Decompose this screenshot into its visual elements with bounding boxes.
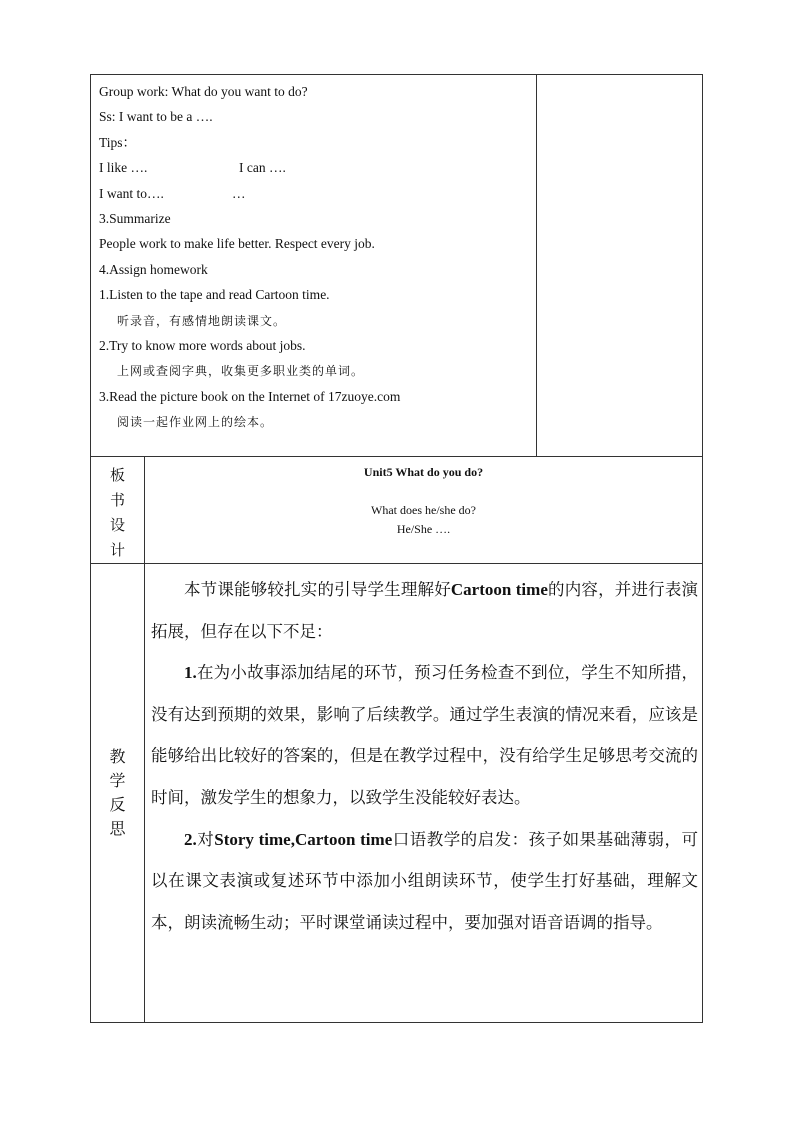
board-label-char: 计 [109, 541, 125, 559]
students-line: Ss: I want to be a …. [99, 109, 213, 125]
reflection-text-span: 对 [196, 829, 215, 849]
board-label-char: 设 [109, 516, 125, 534]
board-title: Unit5 What do you do? [363, 465, 484, 479]
reflection-bold: 1. [184, 663, 197, 683]
summarize-text: People work to make life better. Respect every job. [99, 236, 375, 252]
reflection-paragraph-2 [151, 652, 698, 818]
homework-2: 2.Try to know more words about jobs. [99, 337, 306, 353]
tip-i-can: I can …. [239, 160, 286, 176]
reflection-label [91, 745, 144, 841]
homework-2-chinese: 上网或查阅字典，收集更多职业类的单词。 [117, 364, 365, 379]
lesson-table [90, 74, 703, 1023]
reflection-paragraph-1 [151, 569, 698, 652]
reflection-bold: Cartoon time [450, 580, 548, 599]
reflection-text-span: 口语教学的启发：孩子如果基础薄弱，可以在课文表演或复述环节中添加小组朗读环节，使学生打好基础，理解文本，朗读流畅生动；平时课堂诵读过程中，要加强对语音语调的指导。 [151, 829, 699, 932]
reflection-text [151, 569, 698, 943]
board-label-char: 板 [109, 466, 125, 484]
homework-3: 3.Read the picture book on the Internet of 17zuoye.com [99, 388, 401, 404]
reflection-label-char: 教 [109, 747, 126, 766]
row-divider-2 [91, 563, 702, 564]
homework-1: 1.Listen to the tape and read Cartoon time. [99, 287, 330, 303]
row-divider-1 [91, 456, 702, 457]
summarize-heading: 3.Summarize [99, 210, 171, 226]
reflection-label-char: 学 [109, 771, 126, 790]
tips-heading: Tips： [99, 134, 137, 150]
tip-i-want: I want to…. [99, 185, 164, 201]
reflection-text-span: 本节课能够较扎实的引导学生理解好 [184, 580, 451, 599]
homework-1-chinese: 听录音，有感情地朗读课文。 [117, 313, 287, 328]
label-column-divider [144, 456, 145, 1022]
tip-ellipsis: … [232, 185, 246, 201]
board-answer: He/She …. [396, 522, 451, 536]
reflection-label-char: 思 [109, 819, 126, 838]
tip-i-like: I like …. [99, 160, 151, 176]
reflection-text-span: 在为小故事添加结尾的环节，预习任务检查不到位，学生不知所措，没有达到预期的效果，影响了后续教学。通过学生表演的情况来看，应该是能够给出比较好的答案的，但是在教学过程中，没有给学生足够思考交流的时间，激发学生的想象力，以致学生没能较好表达。 [151, 663, 698, 807]
assign-heading: 4.Assign homework [99, 261, 208, 277]
reflection-label-char: 反 [109, 795, 126, 814]
reflection-bold: 2. [184, 829, 197, 849]
activity-cell [99, 84, 539, 439]
reflection-bold: Story time,Cartoon time [214, 829, 393, 849]
board-label-char: 书 [109, 491, 125, 509]
board-design-content [145, 460, 702, 537]
group-work-line: Group work: What do you want to do? [99, 84, 308, 99]
board-design-label [91, 463, 144, 563]
tips-row-1 [99, 160, 539, 185]
reflection-text-span: 的内容，并进行表演拓展，但存在以下不足： [151, 580, 699, 641]
board-question: What does he/she do? [371, 503, 476, 517]
homework-3-chinese: 阅读一起作业网上的绘本。 [117, 415, 274, 430]
tips-row-2 [99, 186, 539, 211]
reflection-paragraph-3 [151, 819, 698, 944]
